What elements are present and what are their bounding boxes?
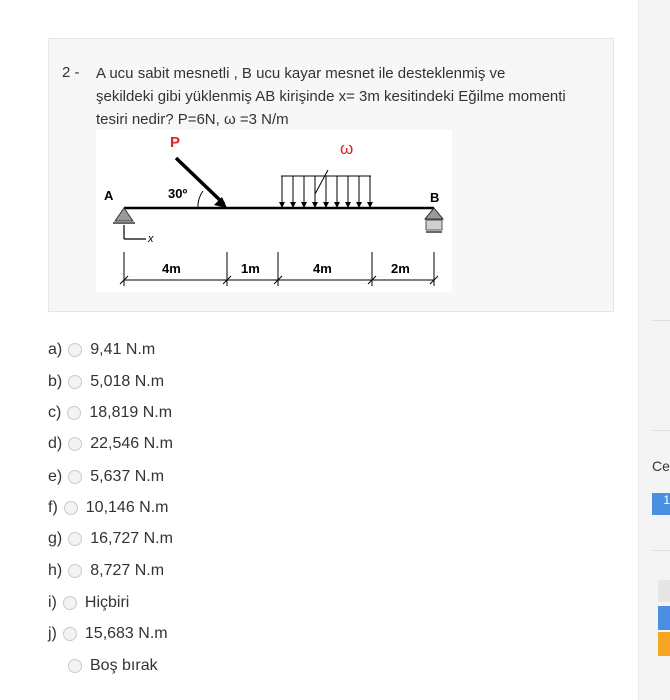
option-text: 22,546 N.m [90, 435, 173, 452]
option-a[interactable] [48, 338, 155, 362]
panel-blue-block[interactable] [658, 606, 670, 630]
option-text: 8,727 N.m [90, 562, 165, 579]
option-letter: d) [48, 435, 63, 452]
option-letter: e) [48, 468, 63, 485]
question-text: A ucu sabit mesnetli , B ucu kayar mesnet ile desteklenmiş ve şekildeki gibi yüklenmiş AB kirişinde x= 3m kesitindeki Eğilme momenti tesiri nedir? P=6N, ω =3 N/m [96, 65, 566, 128]
option-text: 5,637 N.m [90, 468, 165, 485]
load-p-label: P [170, 134, 181, 151]
radio-button[interactable] [64, 501, 78, 515]
radio-button[interactable] [68, 470, 82, 484]
option-h[interactable] [48, 559, 164, 583]
radio-button[interactable] [68, 532, 82, 546]
panel-divider [653, 430, 670, 431]
option-g[interactable] [48, 527, 173, 551]
option-text: Boş bırak [90, 657, 158, 674]
panel-gray-block [658, 580, 670, 602]
option-text: 15,683 N.m [84, 625, 168, 642]
radio-button[interactable] [67, 406, 81, 420]
radio-button[interactable] [68, 343, 82, 357]
option-text: Hiçbiri [84, 594, 130, 611]
option-text: 10,146 N.m [85, 499, 169, 516]
angle-label: 30º [168, 186, 188, 201]
option-letter: b) [48, 373, 63, 390]
question-number: 2 - [62, 64, 80, 81]
panel-divider [653, 550, 670, 551]
option-letter: f) [48, 499, 58, 516]
radio-button[interactable] [68, 437, 82, 451]
radio-button[interactable] [68, 659, 82, 673]
option-letter: a) [48, 341, 63, 358]
option-letter: h) [48, 562, 63, 579]
load-w-label: ω [340, 139, 354, 158]
option-f[interactable] [48, 496, 169, 520]
option-e[interactable] [48, 465, 164, 489]
option-letter: g) [48, 530, 63, 547]
support-a [115, 208, 133, 221]
panel-orange-block[interactable] [658, 632, 670, 656]
label-a: A [104, 188, 114, 203]
dim-3: 4m [313, 261, 332, 276]
dim-4: 2m [391, 261, 410, 276]
beam-figure [96, 130, 452, 292]
radio-button[interactable] [63, 596, 77, 610]
option-skip[interactable] [62, 654, 158, 678]
label-b: B [430, 190, 440, 205]
dim-1: 4m [162, 261, 181, 276]
option-text: 9,41 N.m [90, 341, 156, 358]
option-b[interactable] [48, 370, 164, 394]
radio-button[interactable] [63, 627, 77, 641]
option-j[interactable] [48, 622, 168, 646]
option-text: 16,727 N.m [90, 530, 173, 547]
option-text: 5,018 N.m [90, 373, 165, 390]
panel-label: Ce [652, 458, 670, 474]
panel-badge[interactable] [652, 493, 670, 515]
option-c[interactable] [48, 401, 172, 425]
panel-divider [653, 320, 670, 321]
option-d[interactable] [48, 432, 173, 456]
support-b [425, 208, 443, 219]
option-letter: i) [48, 594, 57, 611]
dim-2: 1m [241, 261, 260, 276]
radio-button[interactable] [68, 564, 82, 578]
option-letter: j) [48, 625, 57, 642]
radio-button[interactable] [68, 375, 82, 389]
panel-badge-text: 1 [663, 493, 670, 507]
x-axis-label: x [148, 233, 154, 245]
option-i[interactable] [48, 591, 129, 615]
option-text: 18,819 N.m [89, 404, 173, 421]
option-letter: c) [48, 404, 62, 421]
